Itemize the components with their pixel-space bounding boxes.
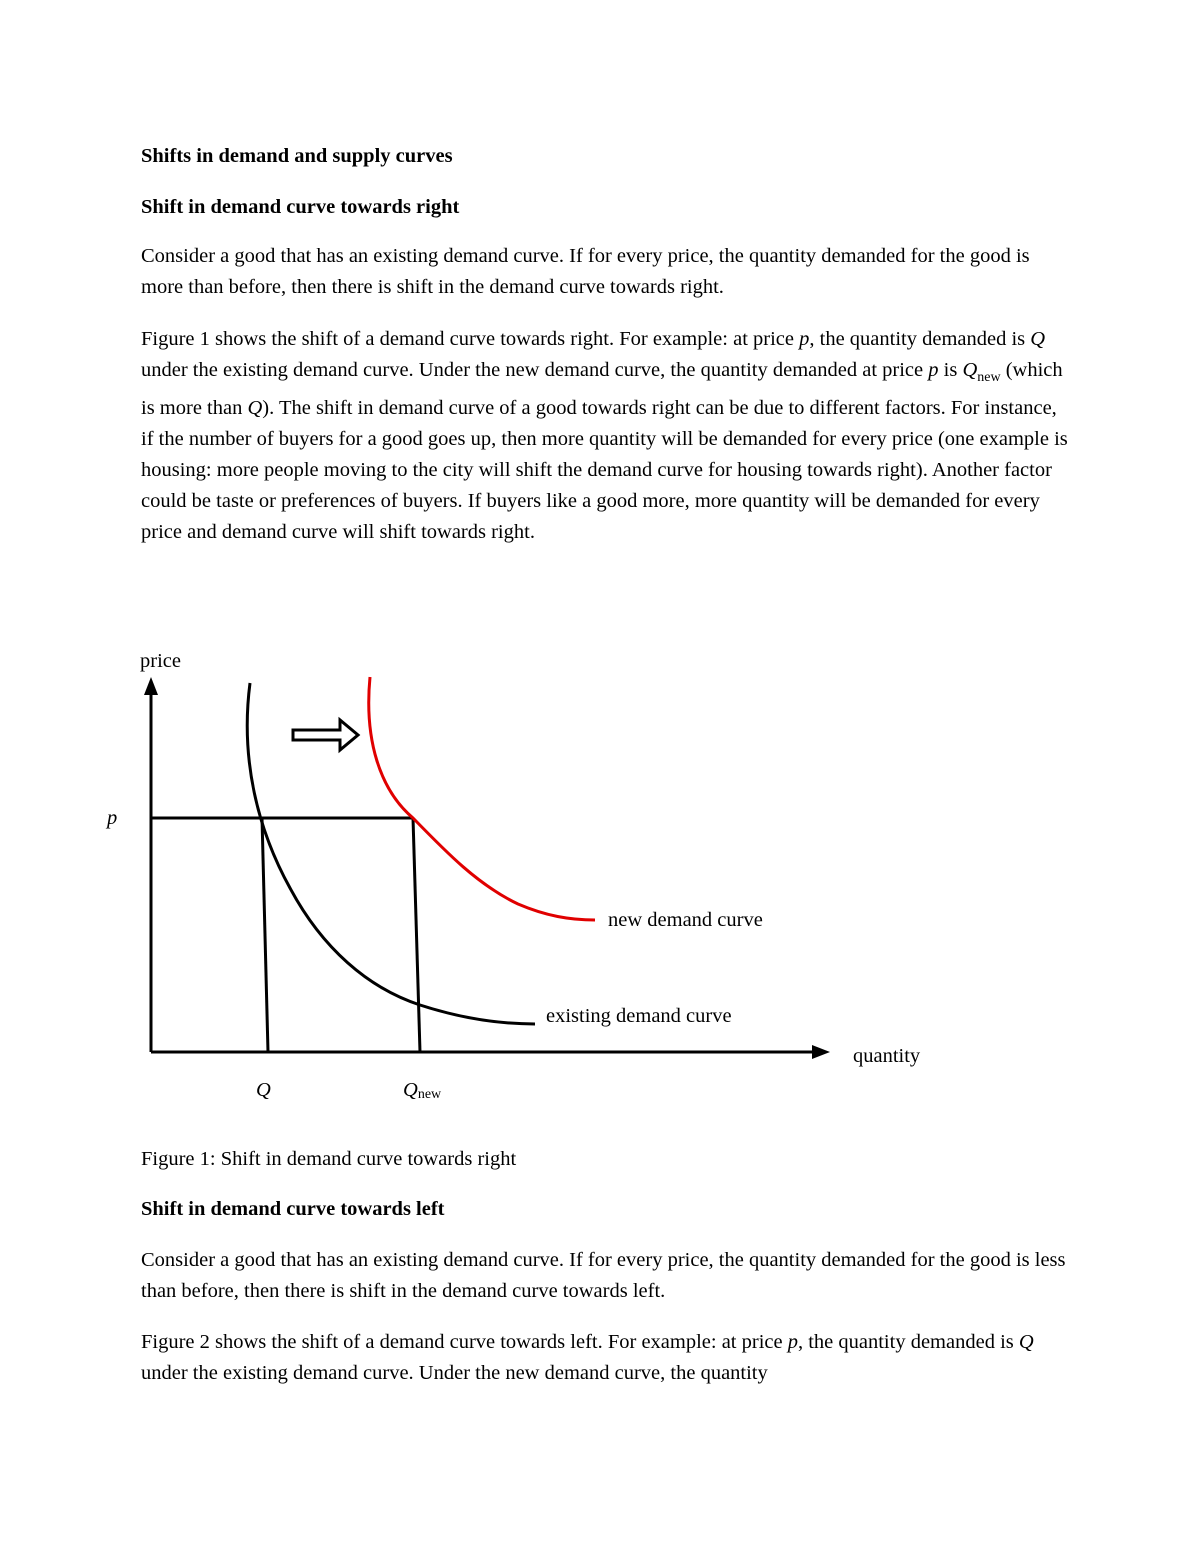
qnew-symbol: Q bbox=[962, 359, 978, 381]
text-run: (which is more than bbox=[141, 359, 1063, 420]
new-demand-curve-label: new demand curve bbox=[608, 909, 763, 931]
x-axis-arrowhead bbox=[812, 1045, 830, 1059]
qnew-marker-main: Q bbox=[403, 1079, 418, 1101]
quantity-symbol: Q bbox=[1018, 1331, 1034, 1353]
paragraph-left-intro bbox=[141, 1245, 1071, 1307]
y-axis-label: price bbox=[140, 650, 181, 672]
text-run: is bbox=[938, 359, 963, 381]
qnew-marker-sub: new bbox=[417, 1087, 442, 1102]
paragraph-right-intro bbox=[141, 241, 1071, 303]
paragraph-left-figure-explanation bbox=[141, 1327, 1071, 1389]
main-heading: Shifts in demand and supply curves bbox=[141, 145, 453, 167]
section-heading-right: Shift in demand curve towards right bbox=[141, 196, 460, 218]
text-run: , the quantity demanded is bbox=[809, 328, 1031, 350]
price-symbol: p bbox=[787, 1331, 798, 1353]
q-drop-line bbox=[262, 818, 268, 1052]
paragraph-text: Consider a good that has an existing demand curve. If for every price, the quantity demanded for the good is less than before, then there is shift in the demand curve towards left. bbox=[141, 1249, 1066, 1302]
paragraph-text: Consider a good that has an existing demand curve. If for every price, the quantity demanded for the good is more than before, then there is shift in the demand curve towards right. bbox=[141, 245, 1030, 298]
quantity-symbol: Q bbox=[1030, 328, 1046, 350]
text-run: ). The shift in demand curve of a good towards right can be due to different factors. For instance, if the number of buyers for a good goes up, then more quantity will be demanded for every price (one example is housing: more people moving to the city will shift the demand curve for housing towards right). Another factor could be taste or preferences of buyers. If buyers like a good more, more quantity will be demanded for every price and demand curve will shift towards right. bbox=[141, 397, 1068, 544]
text-run: Figure 1 shows the shift of a demand curve towards right. For example: at price bbox=[141, 328, 800, 350]
paragraph-right-figure-explanation bbox=[141, 324, 1071, 548]
right-shift-arrow-icon bbox=[293, 720, 358, 750]
existing-demand-curve-label: existing demand curve bbox=[546, 1005, 732, 1027]
figure-demand-shift-right bbox=[0, 620, 1200, 1120]
new-demand-curve bbox=[369, 677, 595, 920]
section-heading-left: Shift in demand curve towards left bbox=[141, 1198, 445, 1220]
q-marker-label: Q bbox=[256, 1079, 271, 1101]
text-run: under the existing demand curve. Under the new demand curve, the quantity bbox=[141, 1362, 768, 1384]
text-run: under the existing demand curve. Under the new demand curve, the quantity demanded at price bbox=[141, 359, 929, 381]
qnew-marker-label bbox=[403, 1079, 442, 1102]
price-marker-label: p bbox=[107, 807, 118, 829]
existing-demand-curve bbox=[247, 683, 535, 1024]
qnew-subscript: new bbox=[977, 370, 1001, 386]
x-axis-label: quantity bbox=[853, 1045, 921, 1067]
text-run: , the quantity demanded is bbox=[797, 1331, 1019, 1353]
text-run: Figure 2 shows the shift of a demand curve towards left. For example: at price bbox=[141, 1331, 788, 1353]
figure-caption: Figure 1: Shift in demand curve towards right bbox=[141, 1148, 517, 1170]
y-axis-arrowhead bbox=[144, 677, 158, 695]
price-symbol: p bbox=[928, 359, 939, 381]
price-symbol: p bbox=[799, 328, 810, 350]
quantity-symbol: Q bbox=[247, 397, 263, 420]
qnew-drop-line bbox=[413, 818, 420, 1052]
